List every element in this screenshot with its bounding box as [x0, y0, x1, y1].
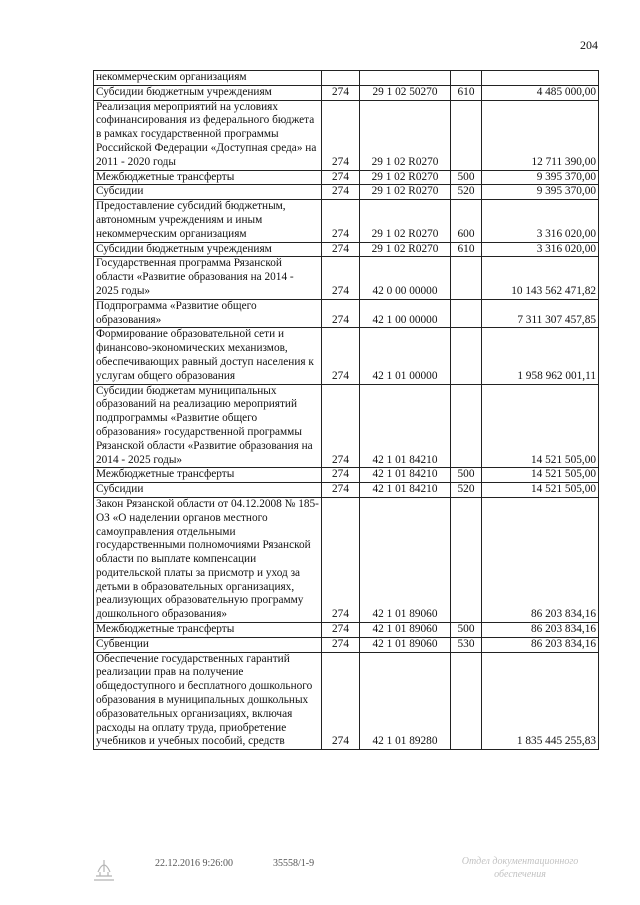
row-vr: 520 — [451, 185, 482, 200]
row-sum: 7 311 307 457,85 — [482, 299, 599, 328]
row-csr: 42 1 01 84210 — [360, 483, 451, 498]
row-name: некоммерческим организациям — [94, 71, 322, 86]
row-name: Субсидии бюджетным учреждениям — [94, 85, 322, 100]
row-sum: 1 958 962 001,11 — [482, 328, 599, 384]
row-ved: 274 — [322, 623, 360, 638]
row-name: Реализация мероприятий на условиях софинансирования из федерального бюджета в рамках государственной программы Российской Федерации «Доступная среда» на 2011 - 2020 годы — [94, 100, 322, 170]
row-vr — [451, 100, 482, 170]
row-csr: 42 1 01 84210 — [360, 384, 451, 468]
row-sum: 9 395 370,00 — [482, 170, 599, 185]
table-row — [94, 483, 599, 498]
row-ved: 274 — [322, 200, 360, 242]
row-csr: 29 1 02 R0270 — [360, 170, 451, 185]
row-vr: 610 — [451, 85, 482, 100]
table-row — [94, 85, 599, 100]
table-row — [94, 637, 599, 652]
row-name: Предоставление субсидий бюджетным, автономным учреждениям и иным некоммерческим организациям — [94, 200, 322, 242]
row-sum: 14 521 505,00 — [482, 483, 599, 498]
row-name: Субсидии бюджетным учреждениям — [94, 242, 322, 257]
row-ved — [322, 71, 360, 86]
row-name: Межбюджетные трансферты — [94, 468, 322, 483]
emblem-icon — [90, 852, 118, 884]
stamp-line-2: обеспечения — [494, 869, 546, 880]
row-vr: 530 — [451, 637, 482, 652]
row-sum: 14 521 505,00 — [482, 384, 599, 468]
row-sum: 86 203 834,16 — [482, 623, 599, 638]
row-name: Государственная программа Рязанской области «Развитие образования на 2014 - 2025 годы» — [94, 257, 322, 299]
row-vr: 520 — [451, 483, 482, 498]
row-ved: 274 — [322, 652, 360, 750]
row-vr — [451, 652, 482, 750]
row-name: Обеспечение государственных гарантий реализации прав на получение общедоступного и бесплатного дошкольного образования в муниципальных дошкольных образовательных организациях, включая расходы на оплату труда, приобретение учебников и учебных пособий, средств — [94, 652, 322, 750]
row-ved: 274 — [322, 384, 360, 468]
row-ved: 274 — [322, 170, 360, 185]
row-csr: 42 1 01 89060 — [360, 497, 451, 622]
row-ved: 274 — [322, 185, 360, 200]
row-csr: 42 1 01 89280 — [360, 652, 451, 750]
row-sum: 10 143 562 471,82 — [482, 257, 599, 299]
row-csr: 42 1 01 89060 — [360, 637, 451, 652]
row-name: Субсидии бюджетам муниципальных образований на реализацию мероприятий подпрограммы «Развитие общего образования» государственной программы Рязанской области «Развитие образования на 2014 - 2025 годы» — [94, 384, 322, 468]
row-vr: 500 — [451, 468, 482, 483]
row-name: Субвенции — [94, 637, 322, 652]
row-vr — [451, 328, 482, 384]
row-vr: 600 — [451, 200, 482, 242]
row-name: Формирование образовательной сети и финансово-экономических механизмов, обеспечивающих равный доступ населения к услугам общего образования — [94, 328, 322, 384]
footer-document-code: 35558/1-9 — [273, 858, 315, 869]
row-vr: 500 — [451, 170, 482, 185]
row-ved: 274 — [322, 85, 360, 100]
row-ved: 274 — [322, 100, 360, 170]
department-stamp — [450, 852, 590, 882]
table-row — [94, 468, 599, 483]
stamp-line-1: Отдел документационного — [461, 856, 579, 867]
table-row — [94, 242, 599, 257]
table-row — [94, 299, 599, 328]
row-name: Подпрограмма «Развитие общего образования» — [94, 299, 322, 328]
row-csr — [360, 71, 451, 86]
row-sum: 9 395 370,00 — [482, 185, 599, 200]
row-vr: 500 — [451, 623, 482, 638]
row-csr: 42 1 01 89060 — [360, 623, 451, 638]
table-row — [94, 328, 599, 384]
table-row — [94, 100, 599, 170]
row-name: Субсидии — [94, 185, 322, 200]
row-sum: 4 485 000,00 — [482, 85, 599, 100]
row-name: Межбюджетные трансферты — [94, 170, 322, 185]
row-ved: 274 — [322, 257, 360, 299]
row-sum: 12 711 390,00 — [482, 100, 599, 170]
row-vr — [451, 257, 482, 299]
row-csr: 29 1 02 R0270 — [360, 242, 451, 257]
row-ved: 274 — [322, 468, 360, 483]
table-row — [94, 497, 599, 622]
budget-table — [93, 70, 599, 750]
table-row — [94, 257, 599, 299]
table-row — [94, 170, 599, 185]
row-ved: 274 — [322, 328, 360, 384]
row-name: Закон Рязанской области от 04.12.2008 № 185-ОЗ «О наделении органов местного самоуправления отдельными государственными полномочиями Рязанской области по выплате компенсации родительской платы за присмотр и уход за детьми в образовательных организациях, реализующих образовательную программу дошкольного образования» — [94, 497, 322, 622]
row-ved: 274 — [322, 483, 360, 498]
row-csr: 29 1 02 R0270 — [360, 185, 451, 200]
row-vr — [451, 384, 482, 468]
row-ved: 274 — [322, 497, 360, 622]
row-name: Межбюджетные трансферты — [94, 623, 322, 638]
table-row — [94, 185, 599, 200]
table-row — [94, 652, 599, 750]
row-sum: 86 203 834,16 — [482, 637, 599, 652]
table-row — [94, 200, 599, 242]
table-row — [94, 384, 599, 468]
row-sum: 14 521 505,00 — [482, 468, 599, 483]
row-ved: 274 — [322, 299, 360, 328]
row-csr: 42 1 00 00000 — [360, 299, 451, 328]
row-vr — [451, 71, 482, 86]
row-name: Субсидии — [94, 483, 322, 498]
row-csr: 42 1 01 00000 — [360, 328, 451, 384]
row-ved: 274 — [322, 242, 360, 257]
row-csr: 29 1 02 R0270 — [360, 100, 451, 170]
row-sum: 1 835 445 255,83 — [482, 652, 599, 750]
row-csr: 29 1 02 50270 — [360, 85, 451, 100]
row-vr — [451, 299, 482, 328]
row-sum: 86 203 834,16 — [482, 497, 599, 622]
row-vr: 610 — [451, 242, 482, 257]
row-ved: 274 — [322, 637, 360, 652]
row-vr — [451, 497, 482, 622]
table-row — [94, 71, 599, 86]
row-sum: 3 316 020,00 — [482, 200, 599, 242]
row-csr: 42 0 00 00000 — [360, 257, 451, 299]
page-number: 204 — [580, 38, 598, 52]
row-csr: 42 1 01 84210 — [360, 468, 451, 483]
row-sum — [482, 71, 599, 86]
table-row — [94, 623, 599, 638]
row-sum: 3 316 020,00 — [482, 242, 599, 257]
footer-timestamp: 22.12.2016 9:26:00 — [155, 858, 234, 869]
row-csr: 29 1 02 R0270 — [360, 200, 451, 242]
